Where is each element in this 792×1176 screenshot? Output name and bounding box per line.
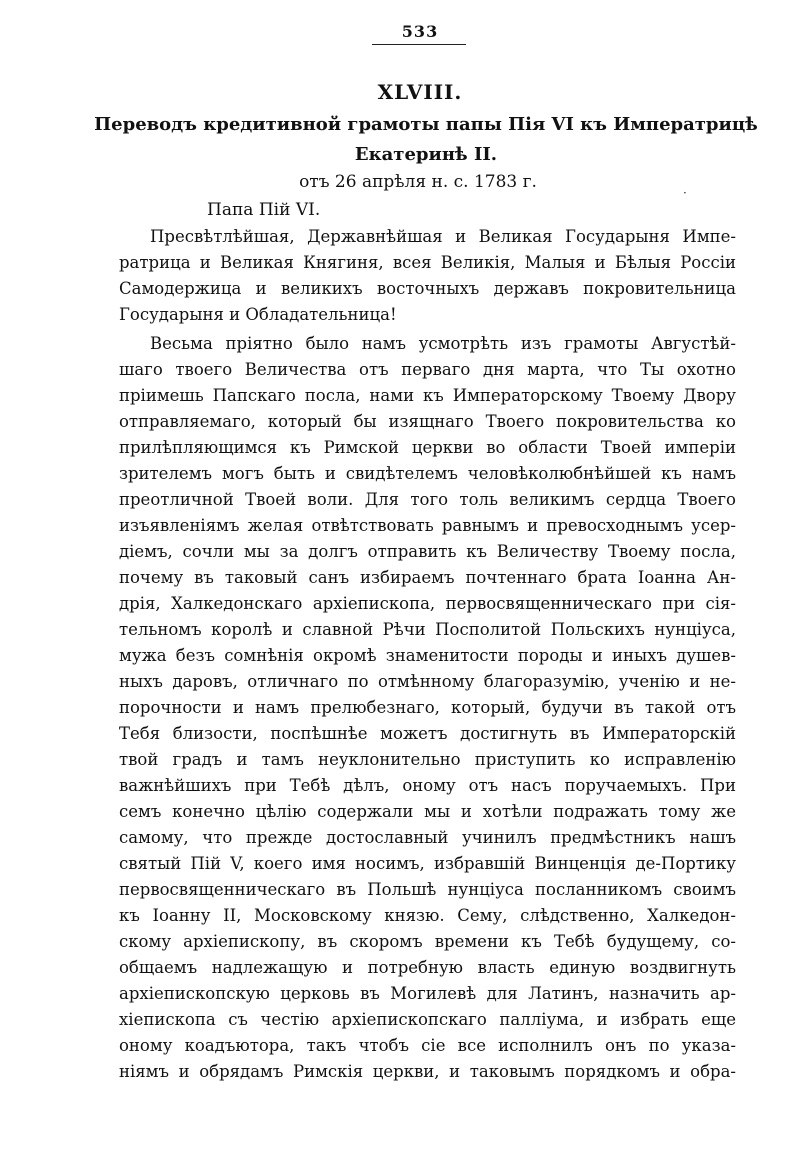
body-line: ратрица и Великая Княгиня, всея Великія, Малыя и Бѣлыя Россіи: [119, 253, 736, 272]
document-number: XLVIII.: [377, 80, 463, 104]
body-line: архіепископскую церковь въ Могилевѣ для Латинъ, назначить ар-: [119, 984, 736, 1003]
document-title-line-2: Екатеринѣ II.: [354, 144, 498, 165]
body-line: изъявленіямъ желая отвѣтствовать равнымъ и превосходнымъ усер-: [119, 516, 736, 535]
body-line: важнѣйшихъ при Тебѣ дѣлъ, оному отъ насъ поручаемыхъ. При: [119, 776, 736, 795]
body-line: отправляемаго, который бы изящнаго Твоего покровительства ко: [119, 412, 736, 431]
body-line: Самодержица и великихъ восточныхъ державъ покровительница: [119, 279, 736, 298]
body-line: семъ конечно цѣлію содержали мы и хотѣли подражать тому же: [119, 802, 736, 821]
body-line: почему въ таковый санъ избираемъ почтеннаго брата Іоанна Ан-: [119, 568, 736, 587]
body-line: шаго твоего Величества отъ перваго дня марта, что Ты охотно: [119, 360, 736, 379]
body-line: къ Іоанну II, Московскому князю. Сему, слѣдственно, Халкедон-: [119, 906, 736, 925]
body-line: твой градъ и тамъ неуклонительно приступить ко исправленію: [119, 750, 736, 769]
body-line: Весьма пріятно было намъ усмотрѣть изъ грамоты Августѣй-: [150, 334, 736, 353]
body-line: порочности и намъ прелюбезнаго, который, будучи въ такой отъ: [119, 698, 736, 717]
document-date: отъ 26 апрѣля н. с. 1783 г.: [299, 172, 537, 192]
body-line: діемъ, сочли мы за долгъ отправить къ Величеству Твоему посла,: [119, 542, 736, 561]
body-line: Тебя близости, поспѣшнѣе можетъ достигнуть въ Императорскій: [119, 724, 736, 743]
page-number: 533: [401, 22, 439, 41]
body-line: мужа безъ сомнѣнія окромѣ знаменитости породы и иныхъ душев-: [119, 646, 736, 665]
body-line: дрія, Халкедонскаго архіепископа, первосвященническаго при сія-: [119, 594, 736, 613]
body-line: Государыня и Обладательница!: [119, 305, 397, 324]
body-line: пріимешь Папскаго посла, нами къ Императорскому Твоему Двору: [119, 386, 736, 405]
body-line: оному коадъютора, такъ чтобъ сіе все исполнилъ онъ по указа-: [119, 1036, 736, 1055]
body-line: святый Пій V, коего имя носимъ, избравшій Винценція де-Портику: [119, 854, 736, 873]
body-line: первосвященническаго въ Польшѣ нунціуса посланникомъ своимъ: [119, 880, 736, 899]
body-line: Пресвѣтлѣйшая, Державнѣйшая и Великая Государыня Импе-: [150, 227, 736, 246]
page-number-rule: [372, 44, 466, 45]
body-line: ныхъ даровъ, отличнаго по отмѣнному благоразумію, ученію и не-: [119, 672, 736, 691]
body-line: самому, что прежде достославный учинилъ предмѣстникъ нашъ: [119, 828, 736, 847]
body-line: ніямъ и обрядамъ Римскія церкви, и таковымъ порядкомъ и обра-: [119, 1062, 736, 1081]
document-title-line-1: Переводъ кредитивной грамоты папы Пія VI къ Императрицѣ: [94, 114, 758, 135]
stray-mark: ·: [683, 186, 687, 200]
body-line: преотличной Твоей воли. Для того толь великимъ сердца Твоего: [119, 490, 736, 509]
body-line: хіепископа съ честію архіепископскаго палліума, и избрать еще: [119, 1010, 736, 1029]
letter-sender: Папа Пій VI.: [207, 200, 321, 220]
body-line: зрителемъ могъ быть и свидѣтелемъ человѣколюбнѣйшей къ намъ: [119, 464, 736, 483]
body-line: прилѣпляющимся къ Римской церкви во области Твоей имперіи: [119, 438, 736, 457]
body-line: общаемъ надлежащую и потребную власть единую воздвигнуть: [119, 958, 736, 977]
body-line: тельномъ королѣ и славной Рѣчи Посполитой Польскихъ нунціуса,: [119, 620, 736, 639]
body-line: скому архіепископу, въ скоромъ времени къ Тебѣ будущему, со-: [119, 932, 736, 951]
